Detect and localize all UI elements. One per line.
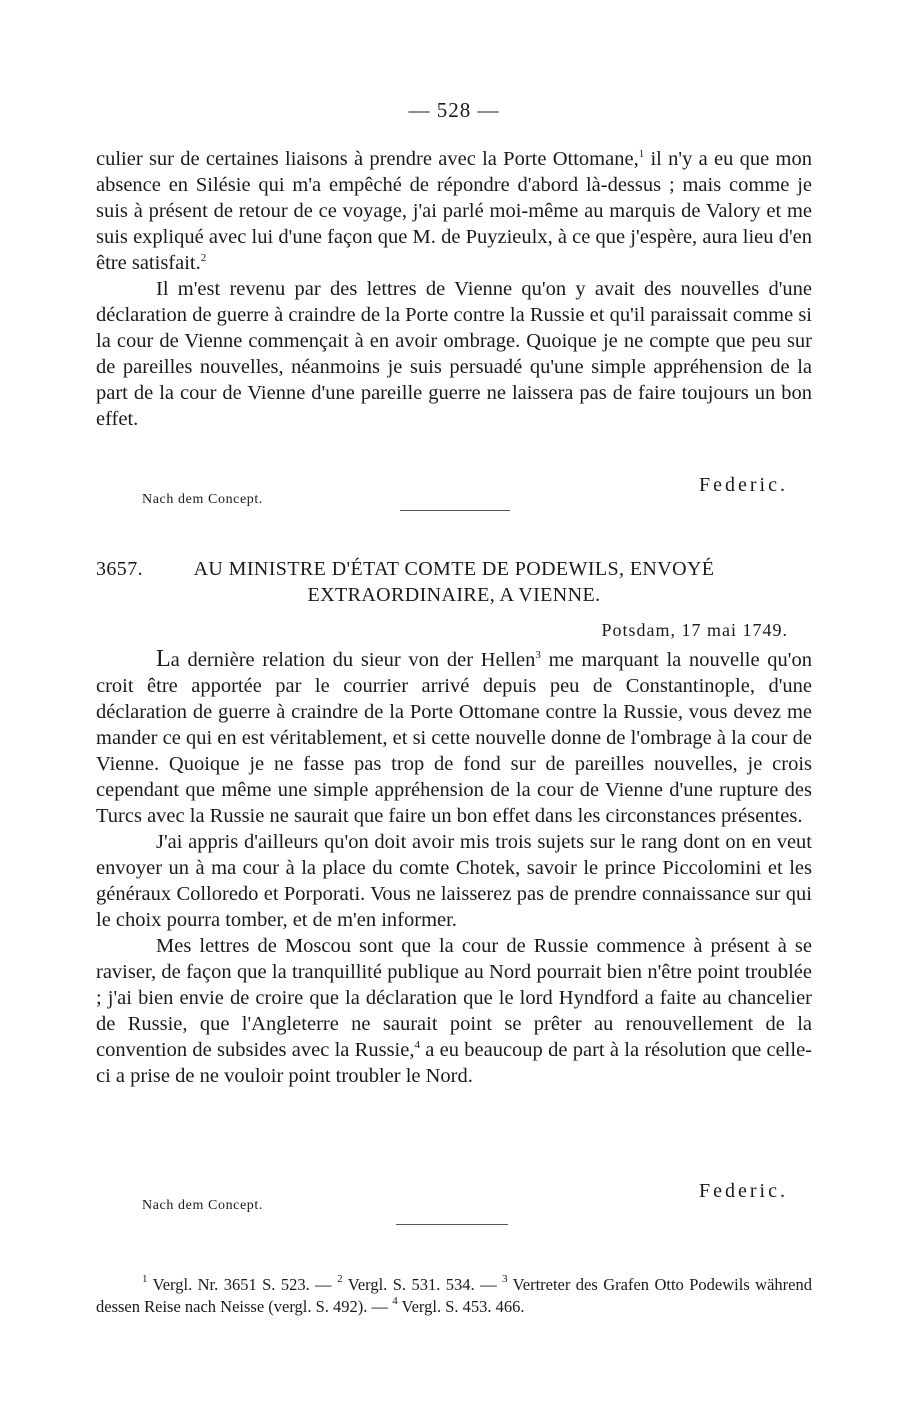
section-divider <box>396 1224 508 1225</box>
letter-number: 3657. <box>96 558 143 580</box>
footnote-ref[interactable]: 1 <box>638 148 645 160</box>
paragraph <box>96 646 812 829</box>
signature: Federic. <box>699 474 788 496</box>
letter-heading <box>96 556 812 608</box>
footnote-marker: 4 <box>392 1295 398 1307</box>
letter-3657-body <box>96 646 812 1089</box>
footnote-ref[interactable]: 2 <box>200 252 207 264</box>
footnote-ref[interactable]: 4 <box>414 1039 420 1051</box>
paragraph-text: me marquant la nouvelle qu'on croit être apportée par le courrier arrivé depuis peu de Constantinople, d'une déclaration de guerre à craindre de la Porte Ottomane contre la Russie, vous devez me mander ce qui en est véritablement, et si cette nouvelle donne de l'ombrage à la cour de Vienne. Quoique je ne fasse pas trop de fond sur de pareilles nouvelles, je crois cependant que même une simple appréhension de la cour de Vienne d'une rupture des Turcs avec la Russie ne saurait que faire un bon effet dans les circonstances présentes. <box>96 649 812 827</box>
footnote-marker: 1 <box>142 1273 148 1285</box>
footnote-body: Vergl. S. 531. 534. — <box>342 1275 503 1294</box>
paragraph <box>96 933 812 1089</box>
footnote-marker: 2 <box>337 1273 343 1285</box>
paragraph-text: Mes lettres de Moscou sont que la cour de Russie commence à présent à se raviser, de façon que la tranquillité publique au Nord pourrait bien n'être point troublée ; j'ai bien envie de croire que la déclaration que le lord Hyndford a faite au chancelier de Russie, que l'Angleterre ne saurait point se prêter au renouvellement de la convention de subsides avec la Russie, <box>96 935 812 1061</box>
footnotes <box>96 1274 812 1318</box>
paragraph-text: a dernière relation du sieur von der Hellen <box>170 649 536 671</box>
paragraph: J'ai appris d'ailleurs qu'on doit avoir mis trois sujets sur le rang dont on en veut envoyer un à ma cour à la place du comte Chotek, savoir le prince Piccolomini et les généraux Colloredo et Porporati. Vous ne laisserez pas de prendre connaissance sur qui le choix pourra tomber, et de m'en informer. <box>96 831 812 931</box>
footnote-ref[interactable]: 3 <box>535 649 541 661</box>
heading-line: EXTRAORDINAIRE, A VIENNE. <box>307 584 601 606</box>
dateline: Potsdam, 17 mai 1749. <box>601 620 788 640</box>
paragraph-text: il n'y a eu que mon absence en Silésie qui m'a empêché de répondre d'abord là-dessus ; mais comme je suis à présent de retour de ce voyage, j'ai parlé moi-même au marquis de Valory et me suis expliqué avec lui d'une façon que M. de Puyzieulx, à ce que j'espère, aura lieu d'en être satisfait. <box>96 148 813 274</box>
drop-cap: L <box>156 646 171 672</box>
paragraph-text: culier sur de certaines liaisons à prendre avec la Porte Ottomane, <box>96 148 639 170</box>
paragraph: Il m'est revenu par des lettres de Vienne qu'on y avait des nouvelles d'une déclaration de guerre à craindre de la Porte contre la Russie et qu'il paraissait comme si la cour de Vienne commençait à en avoir ombrage. Quoique je ne compte que peu sur de pareilles nouvelles, néanmoins je suis persuadé qu'une simple appréhension de la part de la cour de Vienne d'une pareille guerre ne laissera pas de faire toujours un bon effet. <box>96 278 812 430</box>
paragraph-text: a eu beaucoup de part à la résolution que celle-ci a prise de ne vouloir point troubler le Nord. <box>96 1039 812 1087</box>
letter-3656-continuation <box>96 146 812 432</box>
footnote-marker: 3 <box>502 1273 508 1285</box>
paragraph <box>96 146 812 276</box>
source-note: Nach dem Concept. <box>142 492 263 507</box>
page-number: — 528 — <box>408 98 500 122</box>
footnote-body: Vertreter des Grafen Otto Podewils während dessen Reise nach Neisse (vergl. S. 492). — <box>96 1275 812 1316</box>
source-note: Nach dem Concept. <box>142 1198 263 1213</box>
footnote-body: Vergl. S. 453. 466. <box>397 1297 525 1316</box>
signature: Federic. <box>699 1180 788 1202</box>
document-page <box>96 0 812 1404</box>
footnote-body: Vergl. Nr. 3651 S. 523. — <box>147 1275 338 1294</box>
footnote-text <box>96 1274 812 1318</box>
heading-line: AU MINISTRE D'ÉTAT COMTE DE PODEWILS, ENVOYÉ <box>193 558 715 580</box>
section-divider <box>400 510 510 511</box>
